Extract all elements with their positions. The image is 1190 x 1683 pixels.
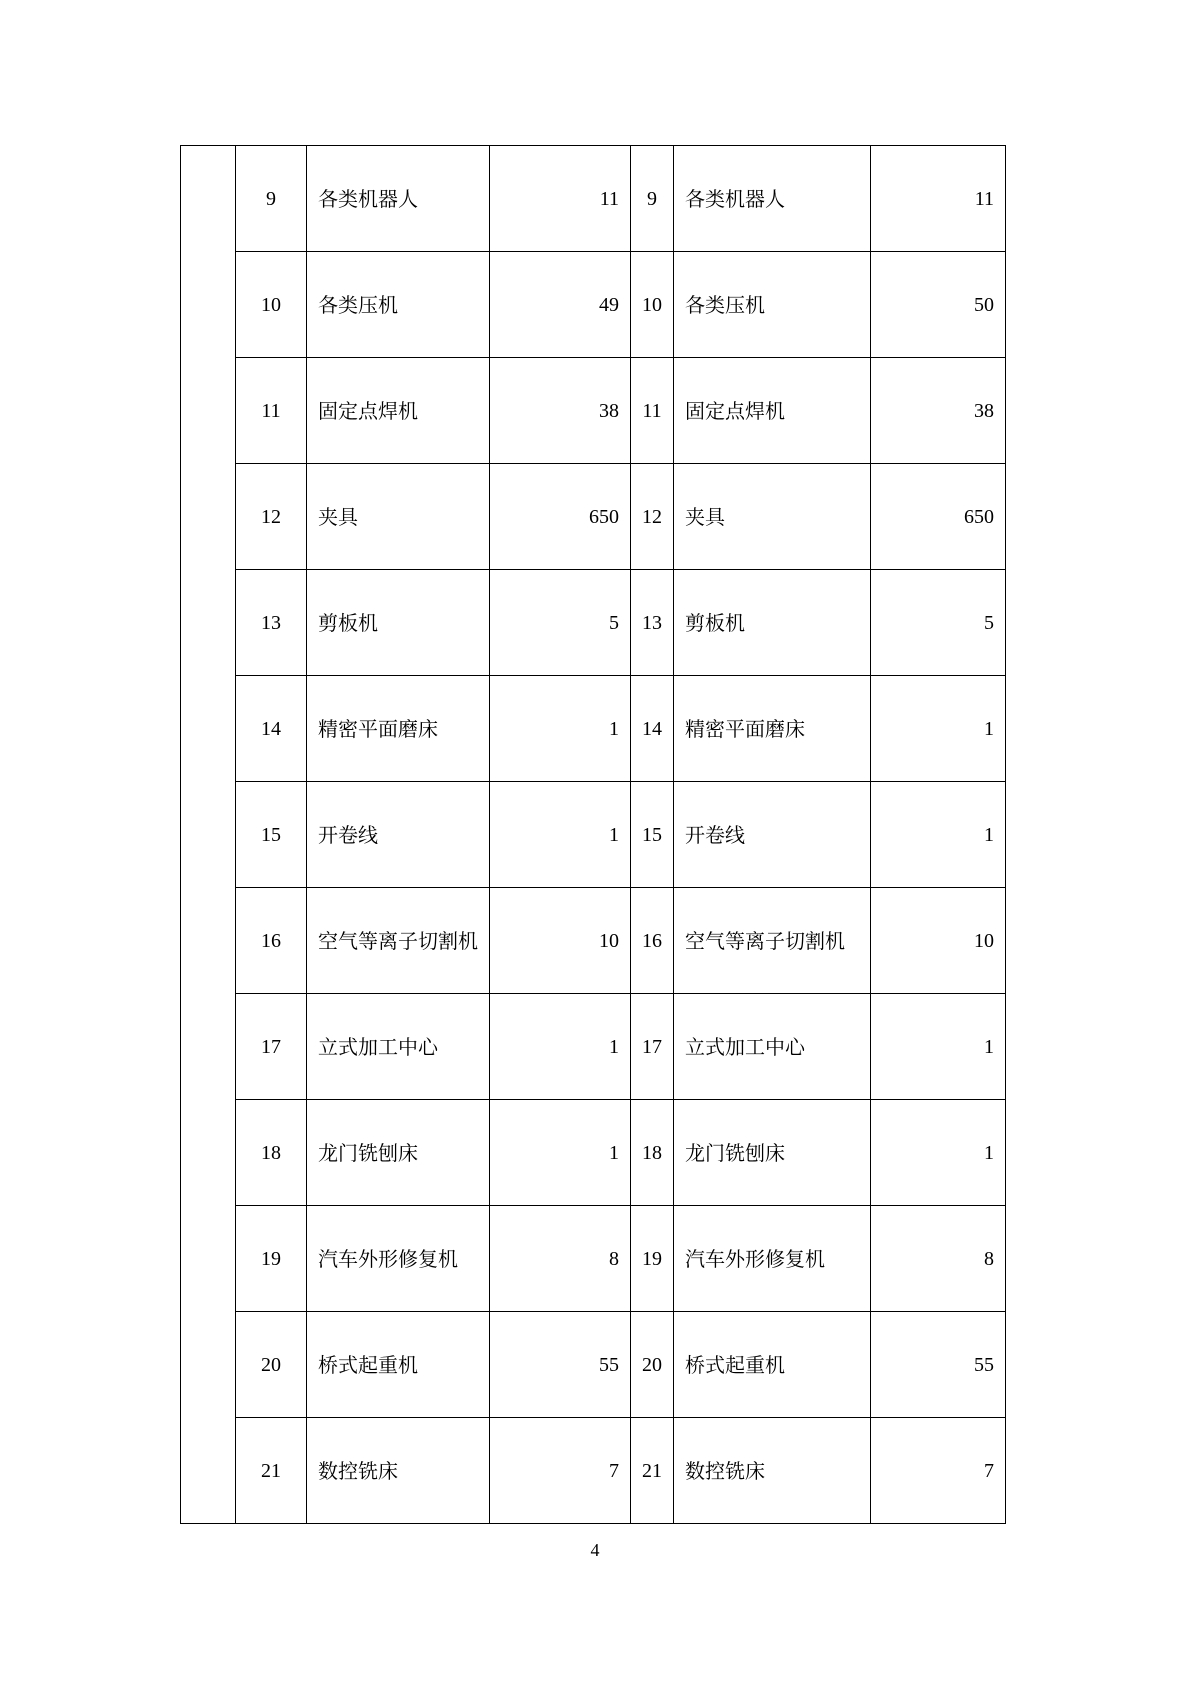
before-quantity-cell: 38 xyxy=(490,358,631,464)
page-number: 4 xyxy=(590,1540,600,1560)
before-quantity-cell: 1 xyxy=(490,994,631,1100)
before-index-cell: 16 xyxy=(236,888,307,994)
after-quantity-cell: 1 xyxy=(871,994,1006,1100)
table-row xyxy=(181,570,1006,676)
before-quantity-cell: 1 xyxy=(490,1100,631,1206)
before-index-cell: 20 xyxy=(236,1312,307,1418)
before-quantity-cell: 1 xyxy=(490,676,631,782)
after-equipment-name-cell: 桥式起重机 xyxy=(674,1312,871,1418)
after-index-cell: 21 xyxy=(631,1418,674,1524)
after-equipment-name-cell: 各类压机 xyxy=(674,252,871,358)
before-equipment-name-cell: 固定点焊机 xyxy=(307,358,490,464)
before-index-cell: 14 xyxy=(236,676,307,782)
table-row xyxy=(181,1206,1006,1312)
before-quantity-cell: 8 xyxy=(490,1206,631,1312)
table-row xyxy=(181,1100,1006,1206)
after-quantity-cell: 55 xyxy=(871,1312,1006,1418)
after-index-cell: 20 xyxy=(631,1312,674,1418)
after-index-cell: 12 xyxy=(631,464,674,570)
equipment-table xyxy=(180,145,1006,1524)
after-equipment-name-cell: 夹具 xyxy=(674,464,871,570)
after-index-cell: 11 xyxy=(631,358,674,464)
after-index-cell: 13 xyxy=(631,570,674,676)
before-equipment-name-cell: 开卷线 xyxy=(307,782,490,888)
table-row xyxy=(181,1312,1006,1418)
before-index-cell: 10 xyxy=(236,252,307,358)
table-row xyxy=(181,358,1006,464)
after-quantity-cell: 10 xyxy=(871,888,1006,994)
after-index-cell: 17 xyxy=(631,994,674,1100)
after-index-cell: 10 xyxy=(631,252,674,358)
after-equipment-name-cell: 固定点焊机 xyxy=(674,358,871,464)
before-quantity-cell: 10 xyxy=(490,888,631,994)
after-equipment-name-cell: 各类机器人 xyxy=(674,146,871,252)
table-row xyxy=(181,888,1006,994)
table-row xyxy=(181,676,1006,782)
after-quantity-cell: 5 xyxy=(871,570,1006,676)
after-quantity-cell: 650 xyxy=(871,464,1006,570)
before-equipment-name-cell: 精密平面磨床 xyxy=(307,676,490,782)
after-equipment-name-cell: 剪板机 xyxy=(674,570,871,676)
after-equipment-name-cell: 汽车外形修复机 xyxy=(674,1206,871,1312)
after-equipment-name-cell: 开卷线 xyxy=(674,782,871,888)
table-row xyxy=(181,146,1006,252)
before-index-cell: 12 xyxy=(236,464,307,570)
after-quantity-cell: 50 xyxy=(871,252,1006,358)
after-quantity-cell: 38 xyxy=(871,358,1006,464)
before-equipment-name-cell: 立式加工中心 xyxy=(307,994,490,1100)
before-index-cell: 9 xyxy=(236,146,307,252)
before-equipment-name-cell: 各类机器人 xyxy=(307,146,490,252)
after-equipment-name-cell: 空气等离子切割机 xyxy=(674,888,871,994)
after-equipment-name-cell: 立式加工中心 xyxy=(674,994,871,1100)
before-quantity-cell: 5 xyxy=(490,570,631,676)
after-equipment-name-cell: 龙门铣刨床 xyxy=(674,1100,871,1206)
before-equipment-name-cell: 剪板机 xyxy=(307,570,490,676)
after-index-cell: 19 xyxy=(631,1206,674,1312)
table-body xyxy=(181,146,1006,1524)
after-index-cell: 16 xyxy=(631,888,674,994)
after-equipment-name-cell: 精密平面磨床 xyxy=(674,676,871,782)
after-index-cell: 14 xyxy=(631,676,674,782)
before-quantity-cell: 49 xyxy=(490,252,631,358)
before-index-cell: 19 xyxy=(236,1206,307,1312)
before-equipment-name-cell: 夹具 xyxy=(307,464,490,570)
after-quantity-cell: 1 xyxy=(871,1100,1006,1206)
after-equipment-name-cell: 数控铣床 xyxy=(674,1418,871,1524)
before-quantity-cell: 7 xyxy=(490,1418,631,1524)
after-index-cell: 9 xyxy=(631,146,674,252)
before-equipment-name-cell: 桥式起重机 xyxy=(307,1312,490,1418)
before-index-cell: 15 xyxy=(236,782,307,888)
table-row xyxy=(181,994,1006,1100)
table-row xyxy=(181,782,1006,888)
before-quantity-cell: 1 xyxy=(490,782,631,888)
before-equipment-name-cell: 空气等离子切割机 xyxy=(307,888,490,994)
after-quantity-cell: 1 xyxy=(871,676,1006,782)
before-equipment-name-cell: 各类压机 xyxy=(307,252,490,358)
table-row xyxy=(181,464,1006,570)
before-index-cell: 18 xyxy=(236,1100,307,1206)
before-equipment-name-cell: 龙门铣刨床 xyxy=(307,1100,490,1206)
after-quantity-cell: 1 xyxy=(871,782,1006,888)
after-index-cell: 18 xyxy=(631,1100,674,1206)
before-equipment-name-cell: 数控铣床 xyxy=(307,1418,490,1524)
before-index-cell: 13 xyxy=(236,570,307,676)
before-index-cell: 21 xyxy=(236,1418,307,1524)
table-row xyxy=(181,1418,1006,1524)
before-equipment-name-cell: 汽车外形修复机 xyxy=(307,1206,490,1312)
before-index-cell: 11 xyxy=(236,358,307,464)
table-row xyxy=(181,252,1006,358)
before-index-cell: 17 xyxy=(236,994,307,1100)
after-quantity-cell: 7 xyxy=(871,1418,1006,1524)
after-quantity-cell: 8 xyxy=(871,1206,1006,1312)
before-quantity-cell: 650 xyxy=(490,464,631,570)
after-quantity-cell: 11 xyxy=(871,146,1006,252)
after-index-cell: 15 xyxy=(631,782,674,888)
before-quantity-cell: 55 xyxy=(490,1312,631,1418)
before-quantity-cell: 11 xyxy=(490,146,631,252)
category-cell xyxy=(181,146,236,1524)
